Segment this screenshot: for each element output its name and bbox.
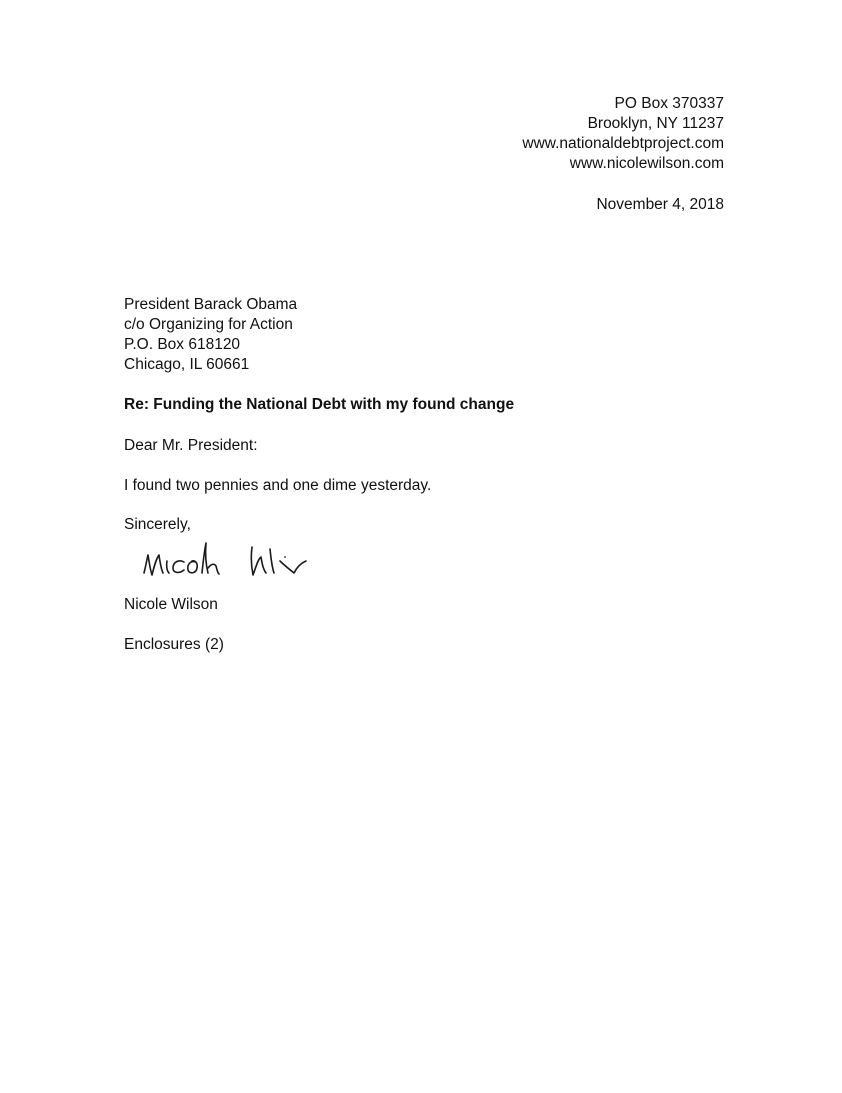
subject-line: Re: Funding the National Debt with my found change	[124, 396, 515, 413]
recipient-line-3: P.O. Box 618120	[124, 336, 241, 353]
enclosures-note: Enclosures (2)	[124, 636, 224, 653]
return-address	[522, 94, 724, 174]
recipient-line-2: c/o Organizing for Action	[124, 316, 293, 333]
letter-body: I found two pennies and one dime yesterday.	[124, 477, 432, 494]
recipient-line-4: Chicago, IL 60661	[124, 356, 250, 373]
return-address-line-2: Brooklyn, NY 11237	[587, 115, 724, 132]
recipient-address	[124, 295, 297, 375]
return-address-line-1: PO Box 370337	[614, 95, 724, 112]
recipient-line-1: President Barack Obama	[124, 296, 298, 313]
signer-name: Nicole Wilson	[124, 596, 218, 613]
return-address-line-4: www.nicolewilson.com	[569, 155, 724, 172]
handwritten-signature	[140, 535, 320, 585]
closing: Sincerely,	[124, 516, 191, 533]
return-address-line-3: www.nationaldebtproject.com	[522, 135, 724, 152]
salutation: Dear Mr. President:	[124, 437, 258, 454]
letter-date: November 4, 2018	[596, 196, 724, 213]
